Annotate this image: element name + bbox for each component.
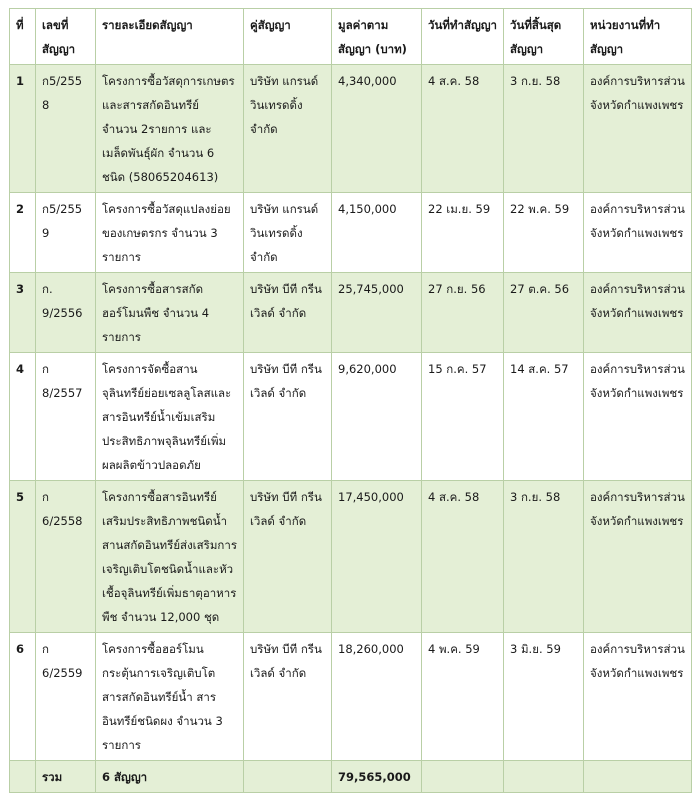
contract-end-date: 14 ส.ค. 57 bbox=[504, 353, 584, 481]
contract-start-date: 4 ส.ค. 58 bbox=[422, 65, 504, 193]
total-empty-cell bbox=[244, 761, 332, 793]
contract-end-date: 27 ต.ค. 56 bbox=[504, 273, 584, 353]
contract-value: 4,340,000 bbox=[332, 65, 422, 193]
row-number: 2 bbox=[10, 193, 36, 273]
contract-agency: องค์การบริหารส่วนจังหวัดกำแพงเพชร bbox=[584, 193, 692, 273]
header-party: คู่สัญญา bbox=[244, 9, 332, 65]
header-agency: หน่วยงานที่ทำสัญญา bbox=[584, 9, 692, 65]
table-row bbox=[10, 481, 692, 633]
header-no: ที่ bbox=[10, 9, 36, 65]
contract-value: 9,620,000 bbox=[332, 353, 422, 481]
contract-value: 18,260,000 bbox=[332, 633, 422, 761]
contract-start-date: 4 พ.ค. 59 bbox=[422, 633, 504, 761]
contract-start-date: 15 ก.ค. 57 bbox=[422, 353, 504, 481]
row-number: 1 bbox=[10, 65, 36, 193]
contract-id: ก 6/2558 bbox=[36, 481, 96, 633]
row-number: 5 bbox=[10, 481, 36, 633]
contract-details: โครงการจัดซื้อสานจุลินทรีย์ย่อยเซลลูโลสและสารอินทรีย์น้ำเข้มเสริมประสิทธิภาพจุลินทรีย์เพิ่มผลผลิตข้าวปลอดภัย bbox=[96, 353, 244, 481]
contract-end-date: 3 ก.ย. 58 bbox=[504, 65, 584, 193]
contract-party: บริษัท บีที กรีน เวิลด์ จำกัด bbox=[244, 481, 332, 633]
total-empty-cell bbox=[10, 761, 36, 793]
contract-start-date: 22 เม.ย. 59 bbox=[422, 193, 504, 273]
total-value: 79,565,000 bbox=[332, 761, 422, 793]
table-row bbox=[10, 273, 692, 353]
contract-id: ก 6/2559 bbox=[36, 633, 96, 761]
contract-party: บริษัท บีที กรีน เวิลด์ จำกัด bbox=[244, 353, 332, 481]
row-number: 3 bbox=[10, 273, 36, 353]
total-empty-cell bbox=[422, 761, 504, 793]
total-empty-cell bbox=[584, 761, 692, 793]
contract-id: ก. 9/2556 bbox=[36, 273, 96, 353]
contract-agency: องค์การบริหารส่วนจังหวัดกำแพงเพชร bbox=[584, 633, 692, 761]
contract-details: โครงการซื้อสารอินทรีย์เสริมประสิทธิภาพชนิดน้ำ สานสกัดอินทรีย์ส่งเสริมการเจริญเติบโตชนิดน้ำและหัวเชื้อจุลินทรีย์เพิ่มธาตุอาหารพืช จำนวน 12,000 ชุด bbox=[96, 481, 244, 633]
contract-value: 25,745,000 bbox=[332, 273, 422, 353]
contract-end-date: 22 พ.ค. 59 bbox=[504, 193, 584, 273]
header-value: มูลค่าตามสัญญา (บาท) bbox=[332, 9, 422, 65]
table-row bbox=[10, 353, 692, 481]
total-count: 6 สัญญา bbox=[96, 761, 244, 793]
contract-agency: องค์การบริหารส่วนจังหวัดกำแพงเพชร bbox=[584, 273, 692, 353]
contract-id: ก 8/2557 bbox=[36, 353, 96, 481]
contract-id: ก5/2559 bbox=[36, 193, 96, 273]
total-empty-cell bbox=[504, 761, 584, 793]
contract-party: บริษัท แกรนด์ วินเทรดดิ้ง จำกัด bbox=[244, 193, 332, 273]
table-row bbox=[10, 193, 692, 273]
table-row bbox=[10, 633, 692, 761]
contract-value: 17,450,000 bbox=[332, 481, 422, 633]
header-row bbox=[10, 9, 692, 65]
contract-start-date: 27 ก.ย. 56 bbox=[422, 273, 504, 353]
contract-details: โครงการซื้อวัสดุแปลงย่อยของเกษตรกร จำนวน 3 รายการ bbox=[96, 193, 244, 273]
contract-agency: องค์การบริหารส่วนจังหวัดกำแพงเพชร bbox=[584, 65, 692, 193]
header-contract-id: เลขที่สัญญา bbox=[36, 9, 96, 65]
contract-details: โครงการซื้อฮอร์โมนกระตุ้นการเจริญเติบโต สารสกัดอินทรีย์น้ำ สารอินทรีย์ชนิดผง จำนวน 3 รายการ bbox=[96, 633, 244, 761]
contract-agency: องค์การบริหารส่วนจังหวัดกำแพงเพชร bbox=[584, 481, 692, 633]
contracts-table bbox=[9, 8, 692, 793]
contract-start-date: 4 ส.ค. 58 bbox=[422, 481, 504, 633]
row-number: 6 bbox=[10, 633, 36, 761]
total-row bbox=[10, 761, 692, 793]
header-start-date: วันที่ทำสัญญา bbox=[422, 9, 504, 65]
total-label: รวม bbox=[36, 761, 96, 793]
contract-party: บริษัท แกรนด์ วินเทรดดิ้ง จำกัด bbox=[244, 65, 332, 193]
contract-party: บริษัท บีที กรีน เวิลด์ จำกัด bbox=[244, 273, 332, 353]
contract-id: ก5/2558 bbox=[36, 65, 96, 193]
contract-details: โครงการซื้อสารสกัดฮอร์โมนพืช จำนวน 4 รายการ bbox=[96, 273, 244, 353]
header-details: รายละเอียดสัญญา bbox=[96, 9, 244, 65]
contract-value: 4,150,000 bbox=[332, 193, 422, 273]
contract-agency: องค์การบริหารส่วนจังหวัดกำแพงเพชร bbox=[584, 353, 692, 481]
contract-party: บริษัท บีที กรีน เวิลด์ จำกัด bbox=[244, 633, 332, 761]
row-number: 4 bbox=[10, 353, 36, 481]
contract-end-date: 3 มิ.ย. 59 bbox=[504, 633, 584, 761]
contract-details: โครงการซื้อวัสดุการเกษตรและสารสกัดอินทรีย์ จำนวน 2รายการ และเมล็ดพันธุ์ผัก จำนวน 6 ชนิด (58065204613) bbox=[96, 65, 244, 193]
table-row bbox=[10, 65, 692, 193]
contract-end-date: 3 ก.ย. 58 bbox=[504, 481, 584, 633]
header-end-date: วันที่สิ้นสุดสัญญา bbox=[504, 9, 584, 65]
